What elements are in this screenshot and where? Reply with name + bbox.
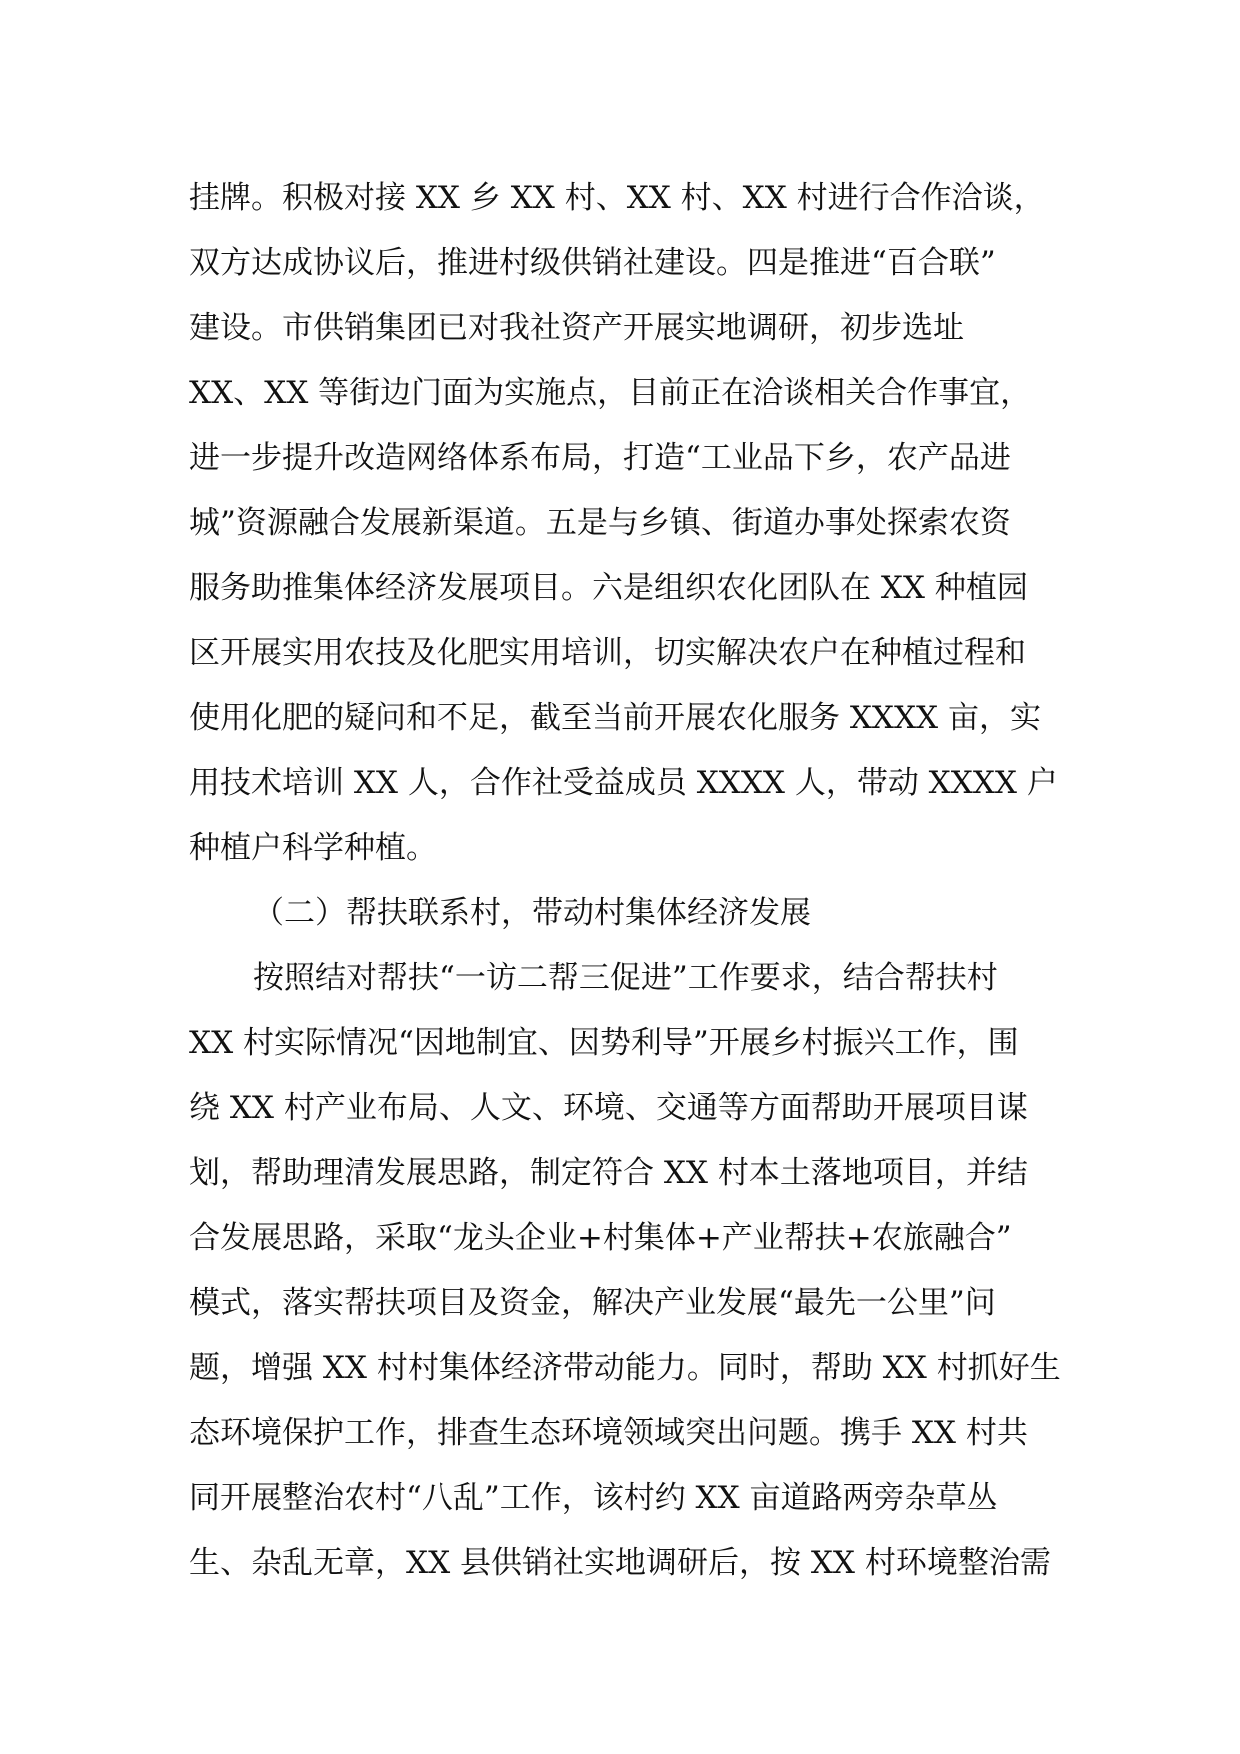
paragraph-2 bbox=[189, 946, 1059, 1596]
paragraph-line: 按照结对帮扶“一访二帮三促进”工作要求，结合帮扶村 bbox=[253, 960, 998, 996]
paragraph-line: 区开展实用农技及化肥实用培训，切实解决农户在种植过程和 bbox=[189, 635, 1026, 671]
section-heading: （二）帮扶联系村，带动村集体经济发展 bbox=[253, 895, 811, 931]
paragraph-line: 进一步提升改造网络体系布局，打造“工业品下乡，农产品进 bbox=[189, 440, 1011, 476]
paragraph-line: 挂牌。积极对接 XX 乡 XX 村、XX 村、XX 村进行合作洽谈， bbox=[189, 180, 1045, 216]
paragraph-line: 城”资源融合发展新渠道。五是与乡镇、街道办事处探索农资 bbox=[189, 505, 1011, 541]
paragraph-line: 用技术培训 XX 人，合作社受益成员 XXXX 人，带动 XXXX 户 bbox=[189, 765, 1058, 801]
paragraph-line: 合发展思路，采取“龙头企业+村集体+产业帮扶+农旅融合” bbox=[189, 1220, 1012, 1256]
section-heading-block bbox=[189, 881, 1059, 946]
paragraph-line: 题，增强 XX 村村集体经济带动能力。同时，帮助 XX 村抓好生 bbox=[189, 1350, 1061, 1386]
paragraph-line: 绕 XX 村产业布局、人文、环境、交通等方面帮助开展项目谋 bbox=[189, 1090, 1028, 1126]
paragraph-line: 服务助推集体经济发展项目。六是组织农化团队在 XX 种植园 bbox=[189, 570, 1028, 606]
paragraph-line: 模式，落实帮扶项目及资金，解决产业发展“最先一公里”问 bbox=[189, 1285, 996, 1321]
paragraph-1 bbox=[189, 166, 1059, 881]
paragraph-line: 种植户科学种植。 bbox=[189, 830, 437, 866]
paragraph-line: 生、杂乱无章，XX 县供销社实地调研后，按 XX 村环境整治需 bbox=[189, 1545, 1051, 1581]
paragraph-line: XX、XX 等街边门面为实施点，目前正在洽谈相关合作事宜， bbox=[189, 375, 1032, 411]
paragraph-line: 建设。市供销集团已对我社资产开展实地调研，初步选址 bbox=[189, 310, 964, 346]
paragraph-line: 划，帮助理清发展思路，制定符合 XX 村本土落地项目，并结 bbox=[189, 1155, 1028, 1191]
paragraph-line: 使用化肥的疑问和不足，截至当前开展农化服务 XXXX 亩，实 bbox=[189, 700, 1041, 736]
paragraph-line: 同开展整治农村“八乱”工作，该村约 XX 亩道路两旁杂草丛 bbox=[189, 1480, 998, 1516]
paragraph-line: XX 村实际情况“因地制宜、因势利导”开展乡村振兴工作，围 bbox=[189, 1025, 1019, 1061]
paragraph-line: 态环境保护工作，排查生态环境领域突出问题。携手 XX 村共 bbox=[189, 1415, 1028, 1451]
paragraph-line: 双方达成协议后，推进村级供销社建设。四是推进“百合联” bbox=[189, 245, 996, 281]
